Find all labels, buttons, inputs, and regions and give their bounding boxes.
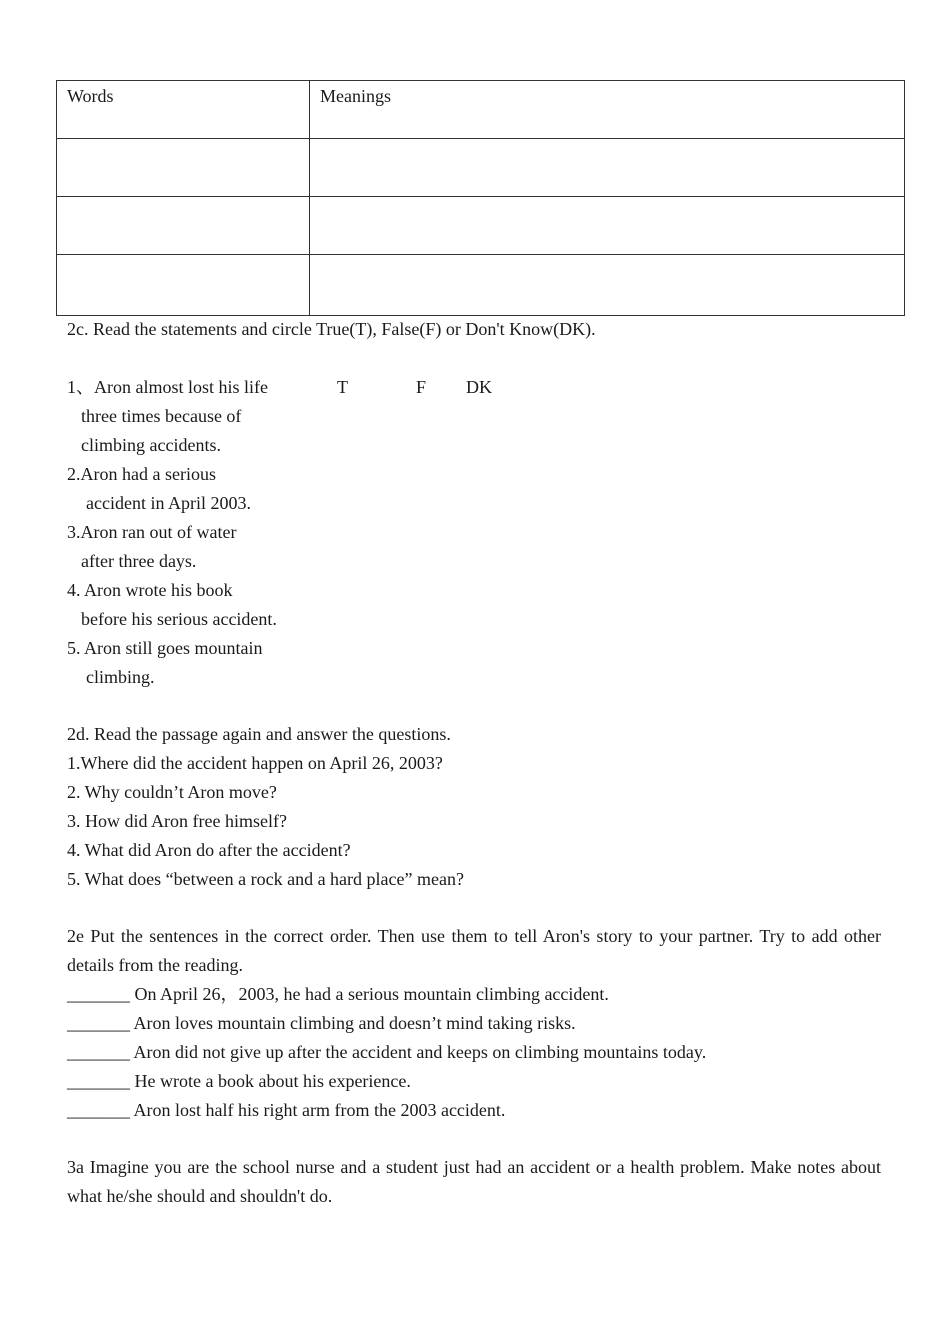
word-cell[interactable]	[57, 197, 310, 255]
statement-3-line-2: after three days.	[81, 551, 197, 571]
question-1: 1.Where did the accident happen on April 26, 2003?	[67, 753, 443, 773]
header-meanings: Meanings	[310, 81, 905, 139]
section-2d-title: 2d. Read the passage again and answer the questions.	[67, 724, 451, 744]
order-item-2[interactable]: _______ Aron loves mountain climbing and doesn’t mind taking risks.	[67, 1013, 576, 1033]
statement-1-line-3: climbing accidents.	[81, 435, 221, 455]
section-2c-title: 2c. Read the statements and circle True(T), False(F) or Don't Know(DK).	[67, 319, 596, 339]
choice-dont-know[interactable]: DK	[466, 377, 492, 397]
question-2: 2. Why couldn’t Aron move?	[67, 782, 277, 802]
order-item-4[interactable]: _______ He wrote a book about his experience.	[67, 1071, 411, 1091]
question-3: 3. How did Aron free himself?	[67, 811, 287, 831]
statement-2-line-2: accident in April 2003.	[86, 493, 251, 513]
statement-1-line-2: three times because of	[81, 406, 242, 426]
order-item-5[interactable]: _______ Aron lost half his right arm from the 2003 accident.	[67, 1100, 506, 1120]
statement-5-line-2: climbing.	[86, 667, 155, 687]
statement-1-line-1: 1、Aron almost lost his life	[67, 377, 268, 397]
choice-true[interactable]: T	[337, 377, 348, 397]
table-row	[57, 197, 905, 255]
question-5: 5. What does “between a rock and a hard place” mean?	[67, 869, 464, 889]
meaning-cell[interactable]	[310, 197, 905, 255]
question-4: 4. What did Aron do after the accident?	[67, 840, 351, 860]
word-cell[interactable]	[57, 255, 310, 316]
statement-4-line-2: before his serious accident.	[81, 609, 277, 629]
table-header-row	[57, 81, 905, 139]
header-words: Words	[57, 81, 310, 139]
meaning-cell[interactable]	[310, 139, 905, 197]
meaning-cell[interactable]	[310, 255, 905, 316]
statement-5-line-1: 5. Aron still goes mountain	[67, 638, 263, 658]
statement-4-line-1: 4. Aron wrote his book	[67, 580, 233, 600]
word-cell[interactable]	[57, 139, 310, 197]
order-item-3[interactable]: _______ Aron did not give up after the accident and keeps on climbing mountains today.	[67, 1042, 707, 1062]
section-3a-title: 3a Imagine you are the school nurse and a student just had an accident or a health problem. Make notes about what he/she should and shouldn't do.	[67, 1157, 881, 1206]
table-row	[57, 139, 905, 197]
table-row	[57, 255, 905, 316]
statement-3-line-1: 3.Aron ran out of water	[67, 522, 237, 542]
section-2e-title: 2e Put the sentences in the correct order. Then use them to tell Aron's story to your partner. Try to add other details from the reading.	[67, 926, 881, 975]
statement-2-line-1: 2.Aron had a serious	[67, 464, 216, 484]
vocabulary-table	[56, 80, 905, 316]
order-item-1[interactable]: _______ On April 26，2003, he had a serious mountain climbing accident.	[67, 984, 609, 1004]
choice-false[interactable]: F	[416, 377, 427, 397]
